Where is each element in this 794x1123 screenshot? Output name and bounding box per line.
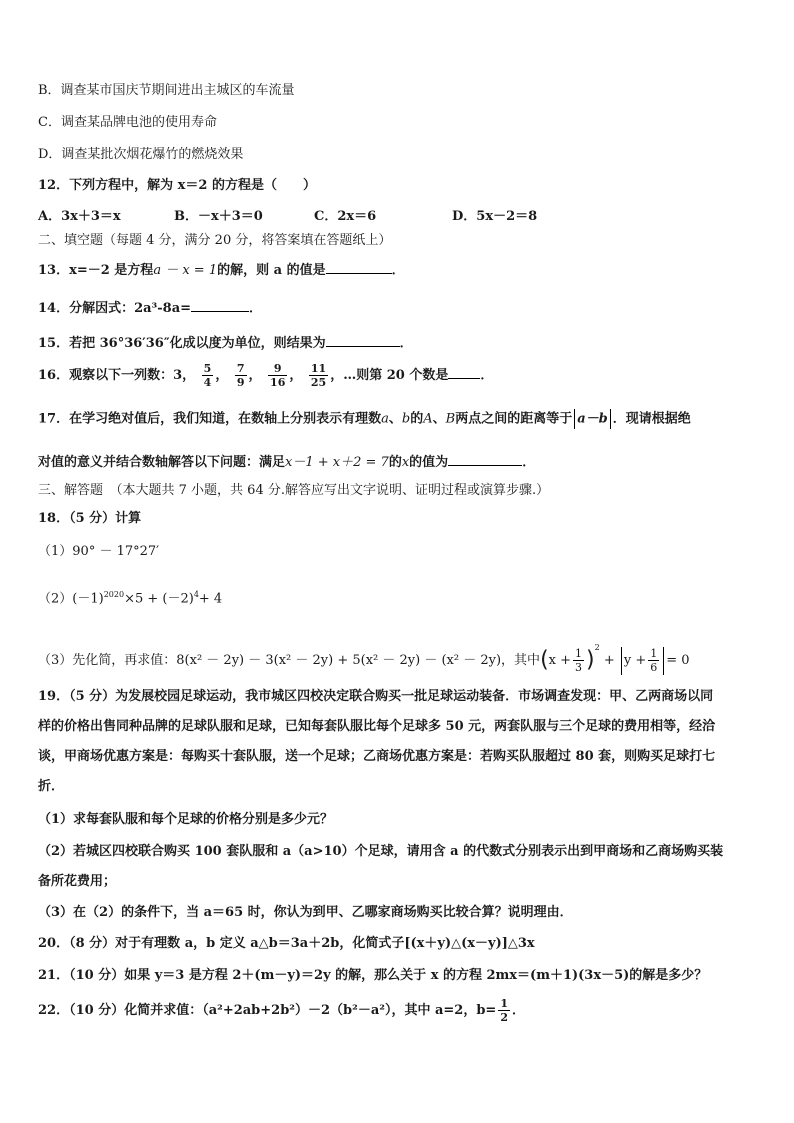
q14-end: ． [249,301,263,316]
q22-end: ． [511,1003,525,1018]
q18-part-3-cond-eq: = 0 [666,653,690,668]
section-2-heading: 二、填空题（每题 4 分，满分 20 分，将答案填在答题纸上） [38,233,392,248]
q17-line-2-suffix: 的值为 [409,455,449,470]
q13-end: ． [391,263,405,278]
q13-answer-blank [326,259,392,274]
q17-line-1-prefix: 17．在学习绝对值后，我们知道，在数轴上分别表示有理数 [38,411,382,427]
q17-condition: x－1 + x＋2 = 7 [285,455,389,470]
q18-part-2 [38,586,222,608]
q18-part-3-square: 2 [594,643,600,652]
q15-answer-blank [326,332,400,347]
section-3-heading: 三、解答题 （本大题共 7 小题，共 64 分.解答应写出文字说明、证明过程或演算步骤.） [38,483,550,498]
q16-suffix: ，…则第 20 个数是 [330,368,449,383]
q16-fraction-1: $\frac{5}{4}$ [203,362,212,389]
q18-part-3: （3）先化简，再求值：8(x² － 2y) － 3(x² － 2y) + 5(x² － 2y) － (x² － 2y)，其中(x + $\frac{1}{3}$ )$^2$ + y + $\frac{1}{6}$ = 0 [38,643,690,674]
q18-part-3-label: （3）先化简，再求值： [38,653,177,668]
q15-end: ． [399,336,413,351]
q14-answer-blank [191,297,249,312]
q15 [38,332,413,353]
q18-part-2-term-3: + 4 [198,591,223,607]
q19-line-1: 19．（5 分）为发展校园足球运动，我市城区四校决定联合购买一批足球运动装备．市场调查发现：甲、乙两商场以同 [38,689,714,704]
q18-part-3-cond-y: y + [623,653,647,668]
q18-part-2-exponent-2: 4 [193,590,199,599]
q16-prefix: 16．观察以下一列数：3， [38,368,196,383]
q20: 20．（8 分）对于有理数 a，b 定义 a△b＝3a＋2b，化简式子[(x＋y)△(x－y)]△3x [38,936,535,951]
q16-fraction-2: $\frac{7}{9}$ [236,362,245,389]
q17-abs-expression: a－b [577,411,608,427]
q18-part-1 [38,543,159,561]
q18-part-3-fraction-1: $\frac{1}{3}$ [575,647,583,674]
q17-point-a: A [423,411,433,427]
q18-part-3-fraction-2: $\frac{1}{6}$ [650,647,658,674]
q13-prefix: 13．x=－2 是方程 [38,263,154,278]
q14-prefix: 14．分解因式：2a³-8a= [38,301,192,316]
q16-fraction-4: $\frac{11}{25}$ [310,362,327,389]
q19-part-2-line-2: 备所花费用； [38,874,117,889]
q17-line-1: 17．在学习绝对值后，我们知道，在数轴上分别表示有理数a、b的A、B两点之间的距离等于 a－b ．现请根据绝 [38,409,691,429]
q17-separator: 、 [388,411,402,427]
q16: 16．观察以下一列数：3， $\frac{5}{4}$ ， $\frac{7}{9}$ ， $\frac{9}{16}$ ， $\frac{11}{25}$ ，…则第 20 个数是 ． [38,362,494,389]
q18-part-2-term-2: ×5 + (－2) [124,591,194,607]
q18-part-2-term-1: (－1) [72,591,104,607]
q18-part-3-expression: 8(x² － 2y) － 3(x² － 2y) + 5(x² － 2y) － (x² － 2y) [176,653,502,668]
q16-fraction-3: $\frac{9}{16}$ [270,362,286,389]
q17-mid-2: 两点之间的距离等于 [455,411,573,427]
q11-option-b: B．调查某市国庆节期间进出主城区的车流量 [38,83,295,98]
q13-suffix: 的解，则 a 的值是 [217,263,326,278]
q18-part-2-label: （2） [38,591,73,607]
q17-mid: 的 [410,411,424,427]
q17-line-2 [38,451,535,472]
q11-option-c: C．调查某品牌电池的使用寿命 [38,115,217,130]
q17-end: ． [522,455,536,470]
q12-option-b: B．－x＋3＝0 [174,209,263,224]
q11-option-d: D．调查某批次烟花爆竹的燃烧效果 [38,147,244,162]
q14 [38,297,262,318]
q12-option-c: C．2x＝6 [314,209,377,224]
q19-part-3: （3）在（2）的条件下，当 a＝65 时，你认为到甲、乙哪家商场购买比较合算？说明理由． [38,905,573,920]
q12-option-a: A．3x＋3＝x [38,209,121,224]
q18-part-2-exponent-1: 2020 [103,590,125,599]
q17-line-2-prefix: 对值的意义并结合数轴解答以下问题：满足 [38,455,286,470]
q22 [38,995,525,1027]
q22-prefix: 22．（10 分）化简并求值：（a²+2ab+2b²）－2（b²－a²），其中 a=2，b= [38,1003,497,1018]
q13-equation: a － x = 1 [153,263,218,278]
q16-end: ． [480,368,494,383]
q17-line-1-suffix: ．现请根据绝 [612,411,691,427]
q17-var-a: a [381,411,389,427]
q22-fraction: $\frac{1}{2}$ [500,997,508,1024]
q17-var-x: x [401,455,410,470]
q18-part-1-label: （1） [38,544,73,559]
q19-line-3: 谈，甲商场优惠方案是：每购买十套队服，送一个足球；乙商场优惠方案是：若购买队服超过 80 套，则购买足球打七 [38,749,716,764]
q18-title: 18．（5 分）计算 [38,511,142,526]
q15-prefix: 15．若把 36°36′36″化成以度为单位，则结果为 [38,336,326,351]
q19-part-2-line-1: （2）若城区四校联合购买 100 套队服和 a（a>10）个足球，请用含 a 的代数式分别表示出到甲商场和乙商场购买装 [38,844,724,859]
q16-answer-blank [448,364,480,379]
q12-option-d: D．5x－2＝8 [452,209,538,224]
q21: 21．（10 分）如果 y＝3 是方程 2＋(m－y)＝2y 的解，那么关于 x 的方程 2mx＝(m＋1)(3x－5)的解是多少？ [38,968,708,983]
q17-var-b: b [401,411,411,427]
q17-answer-blank [448,451,522,466]
q19-line-2: 样的价格出售同种品牌的足球队服和足球，已知每套队服比每个足球多 50 元，两套队服与三个足球的费用相等，经洽 [38,719,716,734]
q18-part-3-cond-x: x + [548,653,572,668]
q12-stem: 12．下列方程中，解为 x＝2 的方程是（ ） [38,178,316,193]
q17-point-b: B [445,411,456,427]
q13 [38,259,405,280]
q18-part-3-where: ，其中 [501,653,541,668]
q17-line-2-mid: 的 [388,455,402,470]
q18-part-1-expression: 90° － 17°27′ [72,544,160,559]
q19-line-4: 折． [38,779,65,794]
q19-part-1: （1）求每套队服和每个足球的价格分别是多少元？ [38,812,334,827]
